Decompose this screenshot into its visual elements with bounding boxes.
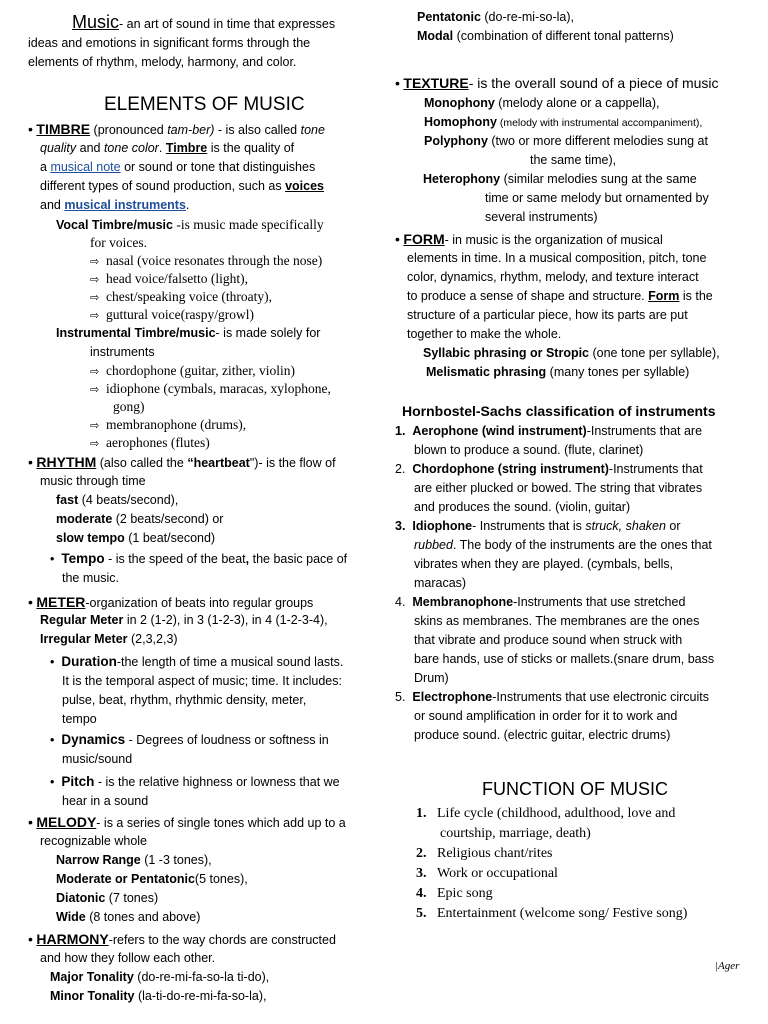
meter-regular: Regular Meter in 2 (1-2), in 3 (1-2-3), in 4 (1-2-3-4), xyxy=(40,613,328,627)
bullet-icon: • xyxy=(28,454,33,470)
meter-heading: METER xyxy=(36,594,86,610)
elements-title: ELEMENTS OF MUSIC xyxy=(104,94,305,115)
harmony-pentatonic: Pentatonic (do-re-mi-so-la), xyxy=(417,10,574,24)
hornbostel-item: 2. Chordophone (string instrument)-Instruments that xyxy=(395,462,703,476)
hornbostel-line: are either plucked or bowed. The string that vibrates xyxy=(414,481,703,495)
vocal-item: ⇨ chest/speaking voice (throaty), xyxy=(90,289,273,304)
texture-heading: TEXTURE xyxy=(403,75,469,91)
duration-line-1: • Duration-the length of time a musical sound lasts. xyxy=(50,654,344,669)
instrument-item-cont: gong) xyxy=(113,399,145,414)
rhythm-heading: RHYTHM xyxy=(36,454,97,470)
form-syllabic: Syllabic phrasing or Stropic (one tone per syllable), xyxy=(423,346,720,360)
arrow-icon: ⇨ xyxy=(90,365,100,378)
arrow-icon: ⇨ xyxy=(90,419,100,432)
instrumental-def-2: instruments xyxy=(90,345,155,359)
texture-homo: Homophony (melody with instrumental accompaniment), xyxy=(424,115,703,129)
melody-heading: MELODY xyxy=(36,814,97,830)
texture-hetero-3: several instruments) xyxy=(485,210,598,224)
texture-poly-2: the same time), xyxy=(530,153,617,167)
function-item: 1. Life cycle (childhood, adulthood, love and xyxy=(416,806,676,821)
instrument-item: ⇨ membranophone (drums), xyxy=(90,417,247,432)
hornbostel-line: blown to produce a sound. (flute, clarinet) xyxy=(414,443,644,457)
hornbostel-item: 3. Idiophone- Instruments that is struck, shaken or xyxy=(395,519,681,533)
arrow-icon: ⇨ xyxy=(90,437,100,450)
form-line-5: structure of a particular piece, how its parts are put xyxy=(407,308,688,322)
hornbostel-line: and produces the sound. (violin, guitar) xyxy=(414,500,631,514)
intro-line-1: Music- an art of sound in time that expresses xyxy=(72,12,336,32)
rhythm-moderate: moderate (2 beats/second) or xyxy=(56,512,224,526)
tempo-line-1: • Tempo - is the speed of the beat, the basic pace of xyxy=(50,551,348,566)
dynamics-line-2: music/sound xyxy=(62,752,133,766)
vocal-timbre-def-2: for voices. xyxy=(90,235,147,250)
instrument-item: ⇨ aerophones (flutes) xyxy=(90,435,210,450)
instrumental-timbre-line: Instrumental Timbre/music- is made solely for xyxy=(56,326,321,340)
function-item-line: courtship, marriage, death) xyxy=(440,826,591,841)
timbre-line-4: different types of sound production, such as voices xyxy=(40,179,324,193)
arrow-icon: ⇨ xyxy=(90,309,100,322)
instrument-item: ⇨ chordophone (guitar, zither, violin) xyxy=(90,363,295,378)
vocal-item: ⇨ head voice/falsetto (light), xyxy=(90,271,249,286)
rhythm-fast: fast (4 beats/second), xyxy=(56,493,179,507)
melody-item: Diatonic (7 tones) xyxy=(56,891,159,905)
bullet-icon: • xyxy=(395,231,400,247)
form-line-2: elements in time. In a musical composition, pitch, tone xyxy=(407,251,707,265)
hornbostel-title: Hornbostel-Sachs classification of instruments xyxy=(402,403,716,419)
bullet-icon: • xyxy=(28,931,33,947)
musical-instruments-link[interactable]: musical instruments xyxy=(64,198,186,212)
melody-item: Narrow Range (1 -3 tones), xyxy=(56,853,212,867)
intro-line-2: ideas and emotions in significant forms through the xyxy=(28,36,311,50)
form-line-4: to produce a sense of shape and structure. Form is the xyxy=(407,289,713,303)
timbre-heading: TIMBRE xyxy=(36,121,91,137)
duration-line-3: pulse, beat, rhythm, rhythmic density, meter, xyxy=(62,693,307,707)
form-line-1: • FORM- in music is the organization of musical xyxy=(395,231,663,247)
bullet-icon: • xyxy=(50,655,55,669)
timbre-line-5: and musical instruments. xyxy=(40,198,190,212)
bullet-icon: • xyxy=(50,733,55,747)
pitch-line-1: • Pitch - is the relative highness or lowness that we xyxy=(50,774,340,789)
harmony-heading: HARMONY xyxy=(36,931,109,947)
timbre-line-3: a musical note or sound or tone that distinguishes xyxy=(40,160,316,174)
pitch-line-2: hear in a sound xyxy=(62,794,149,808)
harmony-line-2: and how they follow each other. xyxy=(40,951,216,965)
hornbostel-line: Drum) xyxy=(414,671,449,685)
hornbostel-item: 5. Electrophone-Instruments that use electronic circuits xyxy=(395,690,710,704)
hornbostel-line: rubbed. The body of the instruments are the ones that xyxy=(414,538,712,552)
vocal-timbre-line: Vocal Timbre/music -is music made specifically xyxy=(56,217,324,232)
harmony-modal: Modal (combination of different tonal patterns) xyxy=(417,29,674,43)
rhythm-line-1: • RHYTHM (also called the “heartbeat")- is the flow of xyxy=(28,454,336,470)
hornbostel-line: that vibrate and produce sound when struck with xyxy=(414,633,683,647)
arrow-icon: ⇨ xyxy=(90,291,100,304)
vocal-item: ⇨ guttural voice(raspy/growl) xyxy=(90,307,255,322)
harmony-major: Major Tonality (do-re-mi-fa-so-la ti-do), xyxy=(50,970,270,984)
hornbostel-line: produce sound. (electric guitar, electric drums) xyxy=(414,728,671,742)
hornbostel-line: bare hands, use of sticks or mallets.(snare drum, bass xyxy=(414,652,715,666)
duration-line-4: tempo xyxy=(62,712,97,726)
melody-line-1: • MELODY- is a series of single tones which add up to a xyxy=(28,814,346,830)
signature: |Ager xyxy=(715,960,740,972)
texture-line-1: • TEXTURE- is the overall sound of a piece of music xyxy=(395,75,719,91)
function-item: 2. Religious chant/rites xyxy=(416,846,553,861)
hornbostel-item: 4. Membranophone-Instruments that use stretched xyxy=(395,595,686,609)
instrument-item: ⇨ idiophone (cymbals, maracas, xylophone, xyxy=(90,381,331,396)
texture-mono: Monophony (melody alone or a cappella), xyxy=(424,96,660,110)
arrow-icon: ⇨ xyxy=(90,273,100,286)
duration-line-2: It is the temporal aspect of music; time. It includes: xyxy=(62,674,342,688)
form-line-3: color, dynamics, rhythm, melody, and texture interact xyxy=(407,270,699,284)
hornbostel-line: vibrates when they are played. (cymbals, bells, xyxy=(414,557,674,571)
rhythm-line-2: music through time xyxy=(40,474,146,488)
texture-poly: Polyphony (two or more different melodies sung at xyxy=(424,134,708,148)
vocal-item: ⇨ nasal (voice resonates through the nose) xyxy=(90,253,323,268)
function-item: 4. Epic song xyxy=(416,886,493,901)
form-heading: FORM xyxy=(403,231,445,247)
texture-hetero-2: time or same melody but ornamented by xyxy=(485,191,709,205)
function-item: 3. Work or occupational xyxy=(416,866,558,881)
bullet-icon: • xyxy=(50,775,55,789)
form-line-6: together to make the whole. xyxy=(407,327,562,341)
bullet-icon: • xyxy=(28,121,33,137)
music-term: Music xyxy=(72,12,120,32)
form-melismatic: Melismatic phrasing (many tones per syllable) xyxy=(426,365,690,379)
dynamics-line-1: • Dynamics - Degrees of loudness or softness in xyxy=(50,732,329,747)
melody-line-2: recognizable whole xyxy=(40,834,148,848)
melody-item: Moderate or Pentatonic(5 tones), xyxy=(56,872,248,886)
meter-line-1: • METER-organization of beats into regular groups xyxy=(28,594,314,610)
harmony-line-1: • HARMONY-refers to the way chords are constructed xyxy=(28,931,336,947)
bullet-icon: • xyxy=(395,75,400,91)
bullet-icon: • xyxy=(50,552,55,566)
harmony-minor: Minor Tonality (la-ti-do-re-mi-fa-so-la), xyxy=(50,989,267,1003)
rhythm-slow: slow tempo (1 beat/second) xyxy=(56,531,216,545)
function-item: 5. Entertainment (welcome song/ Festive song) xyxy=(416,906,688,921)
timbre-line-2: quality and tone color. Timbre is the quality of xyxy=(40,141,295,155)
texture-hetero: Heterophony (similar melodies sung at the same xyxy=(423,172,697,186)
melody-item: Wide (8 tones and above) xyxy=(56,910,201,924)
intro-line-3: elements of rhythm, melody, harmony, and color. xyxy=(28,55,297,69)
tempo-line-2: the music. xyxy=(62,571,119,585)
arrow-icon: ⇨ xyxy=(90,255,100,268)
bullet-icon: • xyxy=(28,814,33,830)
timbre-line-1: • TIMBRE (pronounced tam-ber) - is also called tone xyxy=(28,121,325,137)
bullet-icon: • xyxy=(28,594,33,610)
function-title: FUNCTION OF MUSIC xyxy=(482,779,668,799)
arrow-icon: ⇨ xyxy=(90,383,100,396)
hornbostel-item: 1. Aerophone (wind instrument)-Instruments that are xyxy=(395,424,703,438)
hornbostel-line: maracas) xyxy=(414,576,467,590)
meter-irregular: Irregular Meter (2,3,2,3) xyxy=(40,632,178,646)
hornbostel-line: skins as membranes. The membranes are the ones xyxy=(414,614,700,628)
musical-note-link[interactable]: musical note xyxy=(50,160,121,174)
hornbostel-line: or sound amplification in order for it to work and xyxy=(414,709,678,723)
